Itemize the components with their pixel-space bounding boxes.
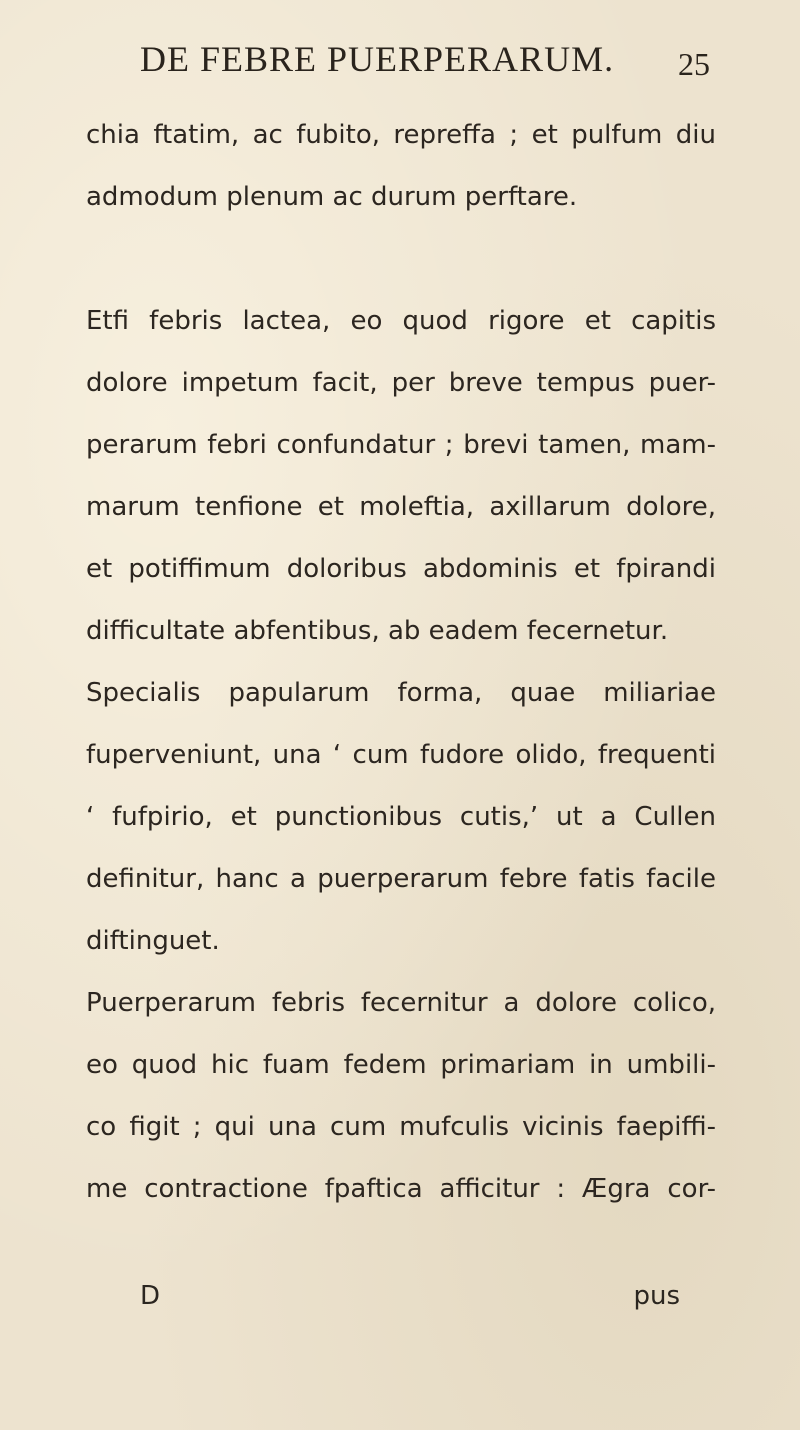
paragraph-1	[86, 104, 716, 228]
text-line: perarum febri confundatur ; brevi tamen, mam-	[86, 430, 716, 460]
page-header	[140, 38, 710, 98]
text-line: difficultate abfentibus, ab eadem fecernetur.	[86, 616, 669, 646]
text-line: Specialis papularum forma, quae miliariae	[86, 678, 716, 708]
catchword: pus	[633, 1281, 680, 1311]
text-line: et potiffimum doloribus abdominis et fpirandi	[86, 554, 716, 584]
text-line: me contractione fpaftica afficitur : Ægra cor-	[86, 1174, 716, 1204]
paragraph-4	[86, 972, 716, 1220]
text-line: dolore impetum facit, per breve tempus puer-	[86, 368, 716, 398]
page-number: 25	[678, 46, 710, 82]
text-line: Puerperarum febris fecernitur a dolore colico,	[86, 988, 716, 1018]
signature-mark: D	[140, 1281, 161, 1311]
text-line: co figit ; qui una cum mufculis vicinis faepiffi-	[86, 1112, 716, 1142]
text-line: ‘ fufpirio, et punctionibus cutis,’ ut a Cullen	[86, 802, 716, 832]
paragraph-2	[86, 290, 716, 662]
text-line: definitur, hanc a puerperarum febre fatis facile	[86, 864, 716, 894]
paragraph-3	[86, 662, 716, 972]
text-line: chia ftatim, ac fubito, repreffa ; et pulfum diu	[86, 120, 716, 150]
text-line: eo quod hic fuam fedem primariam in umbili-	[86, 1050, 716, 1080]
text-line: marum tenfione et moleftia, axillarum dolore,	[86, 492, 716, 522]
text-line: Etfi febris lactea, eo quod rigore et capitis	[86, 306, 716, 336]
text-line: diftinguet.	[86, 926, 220, 956]
page-footer	[140, 1281, 680, 1321]
running-title: DE FEBRE PUERPERARUM.	[140, 39, 615, 79]
text-line: admodum plenum ac durum perftare.	[86, 182, 578, 212]
text-line: fuperveniunt, una ‘ cum fudore olido, frequenti	[86, 740, 716, 770]
